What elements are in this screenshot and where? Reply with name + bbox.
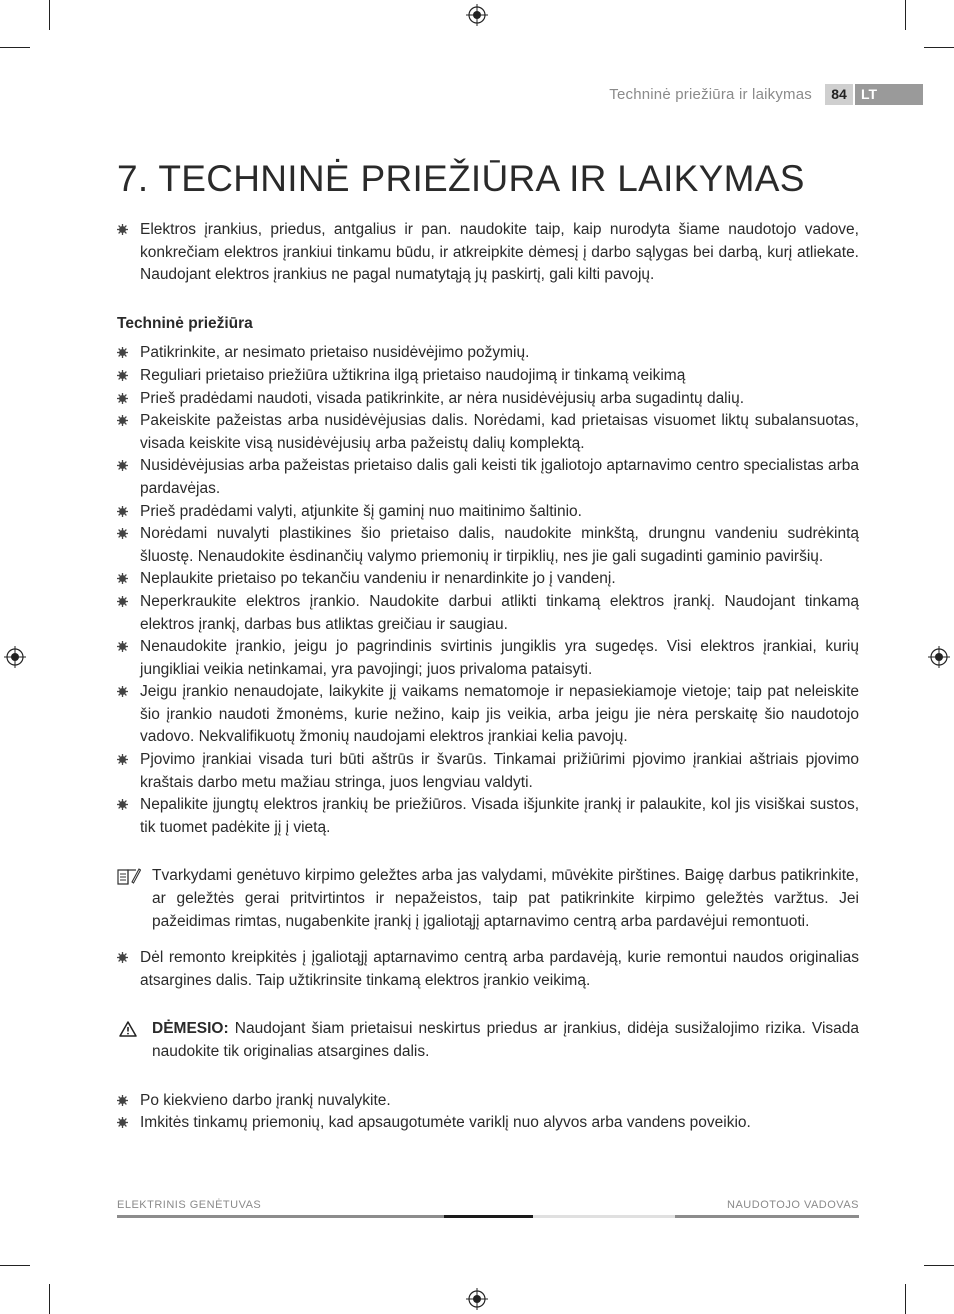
note-block: [117, 865, 859, 933]
list-item: [117, 1090, 859, 1113]
warning-text: Naudojant šiam prietaisui neskirtus priedus ar įrankius, didėja susižalojimo rizika. Visada naudokite tik originalias atsargines dalis.: [152, 1020, 859, 1060]
list-item-text: Nepalikite įjungtų elektros įrankių be priežiūros. Visada išjunkite įrankį ir palaukite, kol jis visiškai sustos, tik tuomet padėkite jį į vietą.: [140, 796, 859, 836]
warning-triangle-icon: [119, 1021, 137, 1037]
crop-mark: [0, 47, 30, 48]
language-tab: LT: [855, 84, 923, 105]
crop-mark: [905, 0, 906, 30]
bullet-icon: [117, 506, 128, 517]
list-item: [117, 410, 859, 455]
list-item-text: Nenaudokite įrankio, jeigu jo pagrindinis svirtinis jungiklis yra sugedęs. Visi elektros įrankiai, kurių jungikliai veikia netinkamai, yra pavojingi; juos privaloma pataisyti.: [140, 638, 859, 678]
list-item-text: Imkitės tinkamų priemonių, kad apsaugotumėte variklį nuo alyvos arba vandens poveikio.: [140, 1114, 751, 1132]
bullet-icon: [117, 347, 128, 358]
main-content: [117, 219, 859, 1135]
repair-text: Dėl remonto kreipkitės į įgaliotąjį aptarnavimo centrą arba pardavėją, kurie remontui naudos originalias atsargines dalis. Taip užtikrinsite tinkamą elektros įrankio veikimą.: [140, 949, 859, 989]
bullet-icon: [117, 528, 128, 539]
list-item-text: Pjovimo įrankiai visada turi būti aštrūs ir švarūs. Tinkamai prižiūrimi pjovimo įrankiai aštriais pjovimo kraštais darbo metu mažiau stringa, juos lengviau valdyti.: [140, 751, 859, 791]
bullet-icon: [117, 393, 128, 404]
registration-mark-icon: [928, 646, 950, 668]
registration-mark-icon: [4, 646, 26, 668]
list-item-text: Reguliari prietaiso priežiūra užtikrina ilgą prietaiso naudojimą ir tinkamą veikimą: [140, 366, 686, 384]
page-number: 84: [825, 84, 853, 105]
warning-block: [117, 1018, 859, 1063]
running-header-title: Techninė priežiūra ir laikymas: [609, 86, 812, 103]
list-item-text: Patikrinkite, ar nesimato prietaiso nusidėvėjimo požymių.: [140, 344, 530, 362]
list-item: [117, 591, 859, 636]
footer-bar: [533, 1215, 675, 1218]
list-item: [117, 219, 859, 287]
list-item-text: Prieš pradėdami valyti, atjunkite šį gaminį nuo maitinimo šaltinio.: [140, 502, 582, 520]
footer-bar: [117, 1215, 444, 1218]
note-text: Tvarkydami genėtuvo kirpimo geležtes arba jas valydami, mūvėkite pirštines. Baigę darbus patikrinkite, ar geležtės gerai pritvirtintos ir nepažeistos, taip pat patikrinkite kirpimo geležtės varžtus. Jei pažeidimas rimtas, nugabenkite įrankį į įgaliotąjį aptarnavimo centrą arba pardavėjui remontuoti.: [152, 867, 859, 930]
list-item: [117, 501, 859, 524]
crop-mark: [924, 47, 954, 48]
bullet-icon: [117, 686, 128, 697]
intro-list: [117, 219, 859, 287]
list-item-text: Prieš pradėdami naudoti, visada patikrinkite, ar nėra nusidėvėjusių arba sugadintų dalių.: [140, 389, 745, 407]
bullet-icon: [117, 224, 128, 235]
list-item: [117, 636, 859, 681]
crop-mark: [49, 0, 50, 30]
crop-mark: [905, 1284, 906, 1314]
registration-mark-icon: [466, 1288, 488, 1310]
bullet-icon: [117, 460, 128, 471]
list-item: [117, 523, 859, 568]
list-item: [117, 388, 859, 411]
list-item-text: Norėdami nuvalyti plastikines šio prietaiso dalis, naudokite minkštą, drungnu vandeniu sudrėkintą šluostę. Nenaudokite ėsdinančių valymo priemonių ir tirpiklių, nes jie gali sugadinti gaminio paviršių.: [140, 525, 859, 565]
list-item-text: Neperkraukite elektros įrankio. Naudokite darbui atlikti tinkamą elektros įrankį. Naudojant tinkamą elektros įrankį, darbas bus atliktas greičiau ir saugiau.: [140, 592, 859, 633]
list-item: [117, 342, 859, 365]
crop-mark: [0, 1265, 30, 1266]
warning-label: DĖMESIO:: [152, 1020, 229, 1038]
list-item: [117, 749, 859, 794]
crop-mark: [924, 1265, 954, 1266]
bullet-icon: [117, 799, 128, 810]
page-title: 7. TECHNINĖ PRIEŽIŪRA IR LAIKYMAS: [117, 158, 805, 199]
final-list: [117, 1090, 859, 1135]
bullet-icon: [117, 641, 128, 652]
footer-doc-name: NAUDOTOJO VADOVAS: [727, 1199, 859, 1211]
footer-product-name: ELEKTRINIS GENĖTUVAS: [117, 1199, 262, 1211]
registration-mark-icon: [466, 4, 488, 26]
bullet-icon: [117, 1117, 128, 1128]
list-item: [117, 681, 859, 749]
bullet-icon: [117, 596, 128, 607]
intro-text: Elektros įrankius, priedus, antgalius ir pan. naudokite taip, kaip nurodyta šiame naudotojo vadove, konkrečiam elektros įrankiui tinkamu būdu, ir atkreipkite dėmesį į darbo sąlygas bei darbą, kurį atliekate. Naudojant elektros įrankius ne pagal numatytąją jų paskirtį, gali kilti pavojų.: [140, 221, 859, 284]
list-item-text: Neplaukite prietaiso po tekančiu vandeniu ir nenardinkite jo į vandenį.: [140, 570, 616, 588]
section-heading: Techninė priežiūra: [117, 314, 253, 332]
bullet-icon: [117, 1095, 128, 1106]
footer-bar: [675, 1215, 859, 1218]
bullet-icon: [117, 754, 128, 765]
list-item: [117, 365, 859, 388]
list-item-text: Pakeiskite pažeistas arba nusidėvėjusias dalis. Norėdami, kad prietaisas visuomet liktų subalansuotas, visada keiskite visą nusidėvėjusių arba pažeistų dalių komplektą.: [140, 412, 859, 452]
crop-mark: [49, 1284, 50, 1314]
list-item: [117, 568, 859, 591]
list-item: [117, 455, 859, 500]
repair-list: [117, 947, 859, 992]
bullet-icon: [117, 573, 128, 584]
list-item-text: Nusidėvėjusias arba pažeistas prietaiso dalis gali keisti tik įgaliotojo aptarnavimo centro specialistas arba pardavėjas.: [140, 457, 859, 497]
bullet-icon: [117, 415, 128, 426]
bullet-icon: [117, 952, 128, 963]
list-item: [117, 1112, 859, 1135]
note-book-icon: [117, 867, 141, 885]
footer-bar: [444, 1215, 533, 1218]
maintenance-list: [117, 342, 859, 839]
list-item-text: Jeigu įrankio nenaudojate, laikykite jį vaikams nematomoje ir nepasiekiamoje vietoje; taip pat neleiskite šio įrankio naudoti žmonėms, kurie nežino, kaip jis veikia, arba jeigu jie nėra perskaitę šio naudotojo vadovo. Nekvalifikuotų žmonių naudojami elektros įrankiai kelia pavojų.: [140, 683, 859, 746]
bullet-icon: [117, 370, 128, 381]
list-item-text: Po kiekvieno darbo įrankį nuvalykite.: [140, 1091, 391, 1109]
list-item: [117, 947, 859, 992]
list-item: [117, 794, 859, 839]
